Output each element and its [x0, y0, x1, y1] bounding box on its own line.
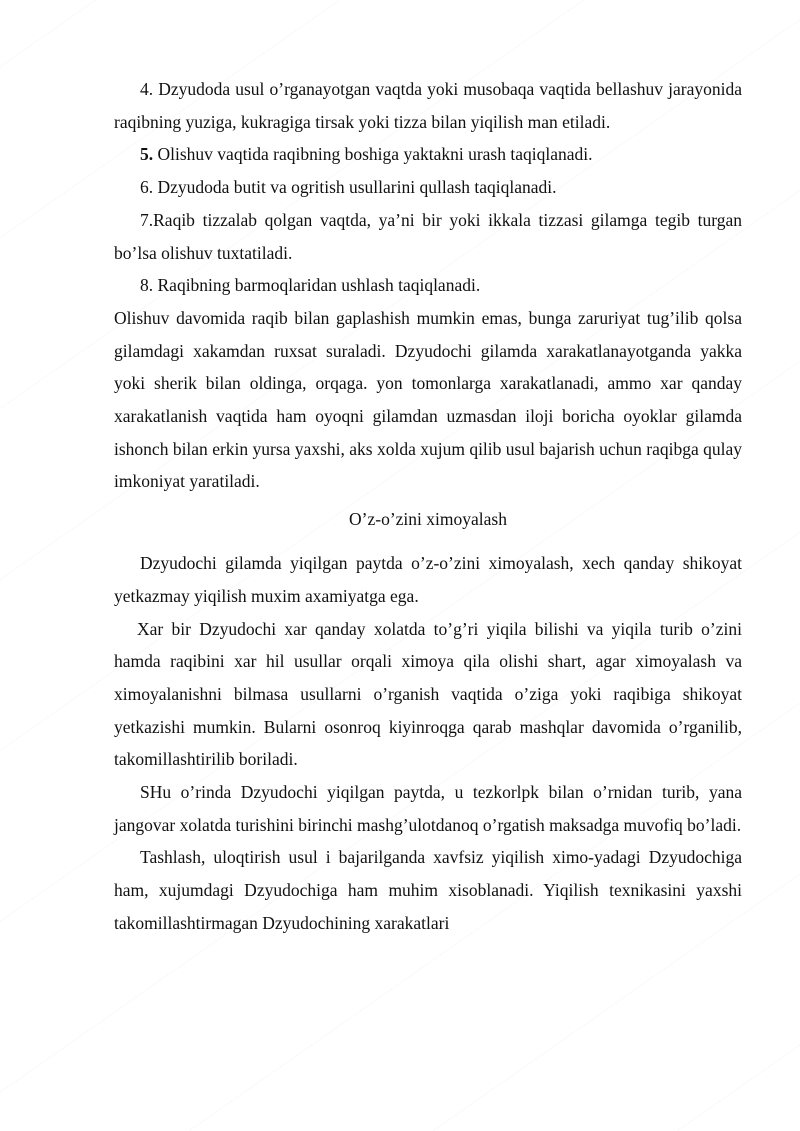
paragraph-body: Dzyudochi gilamda yiqilgan paytda o’z-o’zini ximoyalash, xech qanday shikoyat yetkazmay yiqilish muxim axamiyatga ega.: [114, 553, 742, 606]
document-page: [114, 73, 742, 940]
rule-text: Dzyudoda usul o’rganayotgan vaqtda yoki musobaqa vaqtida bellashuv jarayonida raqibning yuziga, kukragiga tirsak yoki tizza bilan yiqilish man etiladi.: [114, 79, 742, 132]
rule-number: 5.: [140, 144, 154, 165]
rule-number: 4.: [140, 79, 154, 99]
paragraph-body: Tashlash, uloqtirish usul i bajarilganda xavfsiz yiqilish ximo-yadagi Dzyudochiga ham, xujumdagi Dzyudochiga ham muhim xisoblanadi. Yiqilish texnikasini yaxshi takomillashtirmagan Dzyudochining xarakatlari: [114, 847, 742, 933]
rule-item-7: [114, 204, 742, 269]
rule-number: 6.: [140, 177, 154, 198]
rule-number: 8.: [140, 275, 154, 296]
rule-item-6: [114, 171, 742, 204]
section-heading: O’z-o’zini ximoyalash: [349, 509, 507, 530]
rule-item-8: [114, 269, 742, 302]
rule-text: Dzyudoda butit va ogritish usullarini qullash taqiqlanadi.: [153, 177, 557, 198]
rule-number: 7.: [140, 209, 154, 230]
paragraph-olishuv: Olishuv davomida raqib bilan gaplashish mumkin emas, bunga zaruriyat tug’ilib qolsa gilamdagi xakamdan ruxsat suraladi. Dzyudochi gilamda xarakatlanayotganda yakka yoki sherik bilan oldinga, orqaga. yon tomonlarga xarakatlanadi, ammo xar qanday xarakatlanish vaqtida ham oyoqni gilamdan uzmasdan iloji boricha oyoklar gilamda ishonch bilan erkin yursa yaxshi, aks xolda xujum qilib usul bajarish uchun raqibga qulay imkoniyat yaratiladi.: [114, 307, 742, 492]
rule-item-4: [114, 73, 742, 138]
paragraph-body: Xar bir Dzyudochi xar qanday xolatda to’g’ri yiqila bilishi va yiqila turib o’zini hamda raqibini xar hil usullar orqali ximoya qila olishi shart, agar ximoyalash va ximoyalanishni bilmasa usullarni o’rganish vaqtida o’ziga yoki raqibiga shikoyat yetkazishi mumkin. Bularni osonroq kiyinroqga qarab mashqlar davomida o’rganilib, takomillashtirilib boriladi.: [114, 618, 742, 770]
rule-text: Olishuv vaqtida raqibning boshiga yaktakni urash taqiqlanadi.: [153, 144, 593, 165]
paragraph-body: SHu o’rinda Dzyudochi yiqilgan paytda, u tezkorlpk bilan o’rnidan turib, yana jangovar xolatda turishini birinchi mashg’ulotdanoq o’rgatish maksadga muvofiq bo’ladi.: [114, 782, 742, 835]
rule-text: Raqibning barmoqlaridan ushlash taqiqlanadi.: [153, 275, 481, 296]
rule-item-5: [114, 138, 742, 171]
rule-text: Raqib tizzalab qolgan vaqtda, ya’ni bir yoki ikkala tizzasi gilamga tegib turgan bo’lsa olishuv tuxtatiladi.: [114, 209, 742, 263]
